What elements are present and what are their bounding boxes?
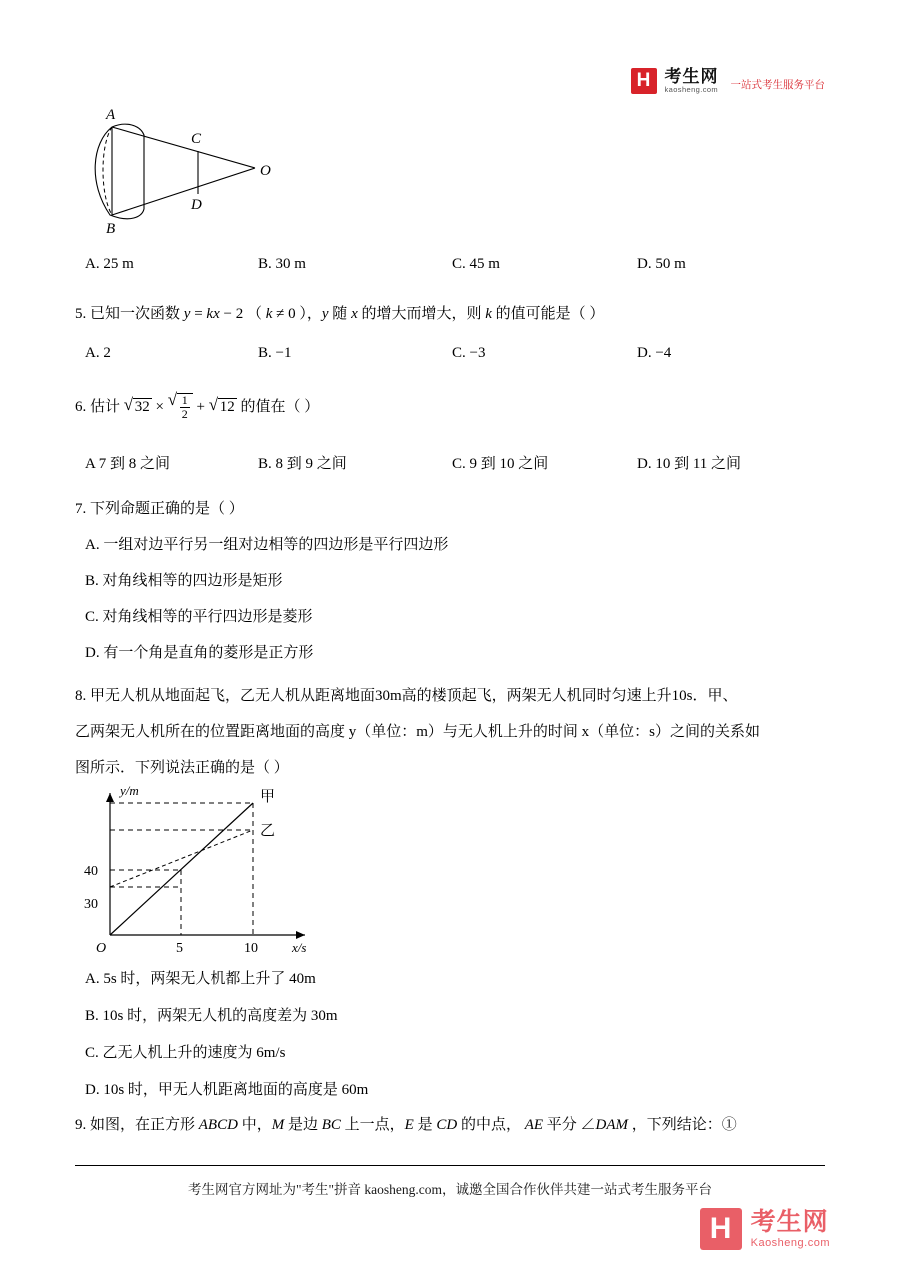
q6-option-d: D. 10 到 11 之间 (637, 456, 742, 472)
q7-option-d: D. 有一个角是直角的菱形是正方形 (85, 645, 314, 661)
watermark-text (751, 1209, 830, 1249)
figure-drone-graph (80, 775, 410, 955)
svg-text:O: O (260, 163, 271, 179)
q6-stem: 6. 估计 √ 32 × √ $\frac{1}{2}$ + √ 12 的值在（ ） (75, 392, 319, 421)
q5-stem-pre: 5. 已知一次函数 (75, 306, 184, 322)
logo-mark-icon: H (631, 68, 657, 94)
logo-text (665, 68, 719, 94)
q8-option-d: D. 10s 时，甲无人机距离地面的高度是 60m (85, 1082, 369, 1098)
q5-option-c: C. −3 (452, 345, 486, 361)
site-logo (631, 68, 826, 94)
q7-option-a: A. 一组对边平行另一组对边相等的四边形是平行四边形 (85, 537, 449, 553)
q8-option-a: A. 5s 时，两架无人机都上升了 40m (85, 971, 316, 987)
q6-stem-post: 的值在（ ） (236, 399, 320, 416)
q8-option-c: C. 乙无人机上升的速度为 6m/s (85, 1045, 286, 1061)
figure-drone-graph-svg (80, 775, 410, 955)
q5-option-a: A. 2 (85, 345, 111, 361)
footer-note: 考生网官方网址为"考生"拼音 kaosheng.com，诚邀全国合作伙伴共建一站式考生服务平台 (187, 1182, 712, 1197)
svg-text:A: A (106, 107, 116, 123)
q8-stem-line3: 图所示．下列说法正确的是（ ） (75, 760, 289, 776)
q5-stem: 5. 已知一次函数 y = kx − 2 （ k ≠ 0 ），y 随 x 的增大而增大，则 k 的值可能是（ ） (75, 306, 605, 322)
svg-text:40: 40 (84, 864, 98, 879)
svg-text:甲: 甲 (260, 789, 276, 805)
q7-stem: 7. 下列命题正确的是（ ） (75, 501, 244, 517)
svg-text:10: 10 (244, 941, 258, 955)
q7-option-c: C. 对角线相等的平行四边形是菱形 (85, 609, 313, 625)
q4-option-a: A. 25 m (85, 256, 134, 272)
q6-option-a: A 7 到 8 之间 (85, 456, 171, 472)
svg-text:x/s: x/s (292, 940, 307, 955)
q6-option-b: B. 8 到 9 之间 (258, 456, 347, 472)
figure-cone-svg (70, 105, 320, 240)
svg-text:30: 30 (84, 897, 98, 912)
footer-watermark (700, 1208, 830, 1250)
q5-stem-mid: （ k ≠ 0 ）， (246, 306, 322, 322)
svg-text:y/m: y/m (120, 783, 139, 798)
svg-text:乙: 乙 (260, 823, 276, 839)
q6-stem-pre: 6. 估计 (75, 399, 124, 416)
svg-text:C: C (191, 131, 202, 147)
watermark-title-en: Kaosheng.com (750, 1236, 830, 1249)
svg-text:D: D (191, 197, 202, 213)
q8-option-b: B. 10s 时，两架无人机的高度差为 30m (85, 1008, 338, 1024)
svg-text:B: B (106, 221, 116, 237)
logo-title-en: kaosheng.com (664, 84, 719, 94)
figure-cone (70, 105, 320, 240)
q4-option-d: D. 50 m (637, 256, 686, 272)
logo-title-cn: 考生网 (664, 67, 719, 87)
svg-text:5: 5 (176, 941, 183, 955)
logo-slogan: 一站式考生服务平台 (730, 79, 825, 91)
q7-option-b: B. 对角线相等的四边形是矩形 (85, 573, 283, 589)
svg-text:O: O (96, 941, 107, 955)
watermark-title-cn: 考生网 (750, 1208, 829, 1237)
q4-option-b: B. 30 m (258, 256, 306, 272)
footer-divider (75, 1165, 825, 1166)
q4-option-c: C. 45 m (452, 256, 500, 272)
watermark-mark-icon: H (700, 1208, 742, 1250)
q5-option-d: D. −4 (637, 345, 672, 361)
q8-stem-line1: 8. 甲无人机从地面起飞，乙无人机从距离地面30m高的楼顶起飞，两架无人机同时匀速上升10s．甲、 (75, 688, 738, 704)
q5-option-b: B. −1 (258, 345, 292, 361)
q9-stem: 9. 如图，在正方形 ABCD 中，M 是边 BC 上一点，E 是 CD 的中点， AE 平分 ∠DAM ，下列结论：① (75, 1117, 737, 1133)
q6-option-c: C. 9 到 10 之间 (452, 456, 549, 472)
q8-stem-line2: 乙两架无人机所在的位置距离地面的高度 y（单位：m）与无人机上升的时间 x（单位：s）之间的关系如 (75, 724, 761, 740)
